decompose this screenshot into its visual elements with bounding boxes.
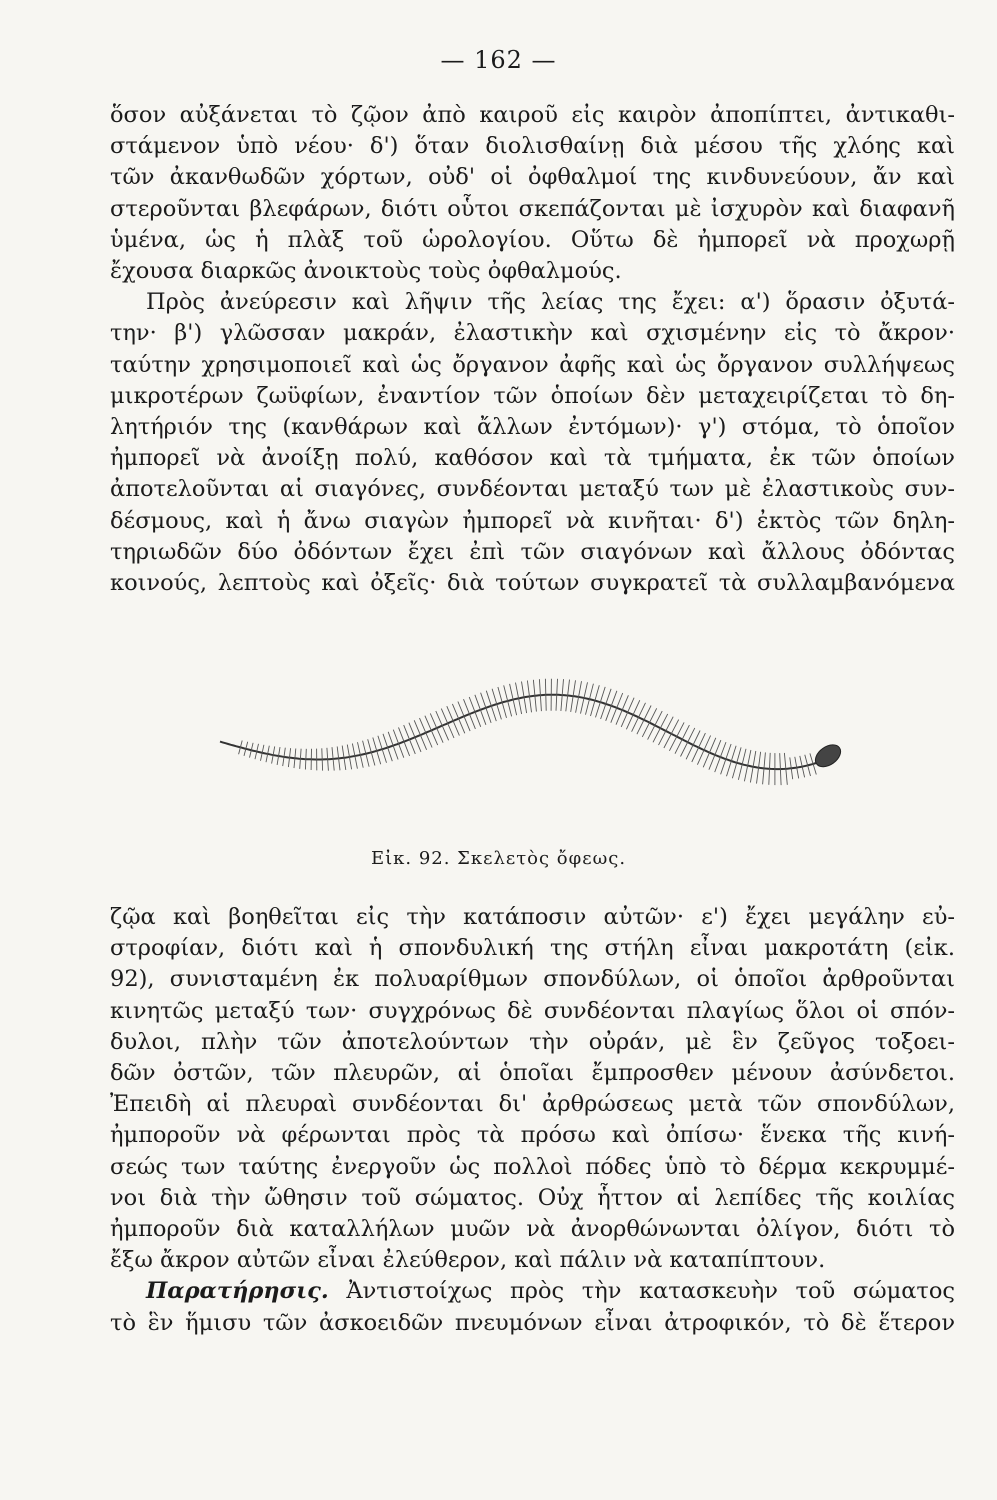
- rib-mark: [420, 718, 433, 747]
- rib-mark: [414, 720, 426, 750]
- rib-mark: [721, 744, 732, 774]
- rib-mark: [626, 700, 639, 729]
- figure-caption: Εἰκ. 92. Σκελετὸς ὄφεως.: [370, 848, 627, 869]
- rib-mark: [601, 689, 612, 719]
- rib-mark: [703, 738, 716, 768]
- rib-mark: [675, 725, 689, 754]
- text-line: τὸ ἓν ἥμισυ τῶν ἀσκοειδῶν πνευμόνων εἶναι ἀτροφικόν, τὸ δὲ ἕτερον: [110, 1309, 955, 1336]
- text-line: δέσμους, καὶ ἡ ἄνω σιαγὼν ἠμπορεῖ νὰ κινῆται· δ') ἐκτὸς τῶν δηλη-: [110, 507, 955, 534]
- rib-mark: [464, 699, 476, 729]
- rib-mark: [486, 691, 496, 721]
- text-line: δυλοι, πλὴν τῶν ἀποτελούντων τὴν οὐράν, μὲ ἓν ζεῦγος τοξοει-: [110, 1028, 955, 1055]
- rib-mark: [425, 716, 438, 745]
- rib-mark: [404, 725, 416, 754]
- text-line: ἔχουσα διαρκῶς ἀνοικτοὺς τοὺς ὀφθαλμούς.: [110, 258, 622, 285]
- rib-mark: [611, 693, 623, 723]
- rib-mark: [409, 723, 421, 752]
- rib-mark: [430, 713, 443, 742]
- text-line: ἠμπορεῖ νὰ ἀνοίξῃ πολύ, καθόσον καὶ τὰ τμήματα, ἐκ τῶν ὁποίων: [110, 445, 955, 472]
- rib-mark: [436, 711, 449, 740]
- text-line: μικροτέρων ζωϋφίων, ἐναντίον τῶν ὁποίων δὲν μεταχειρίζεται τὸ δη-: [110, 382, 955, 409]
- text-line: στροφίαν, διότι καὶ ἡ σπονδυλική της στήλη εἶναι μακροτάτη (εἰκ.: [110, 935, 955, 962]
- rib-mark: [545, 679, 546, 711]
- text-line: τηριωδῶν δύο ὀδόντων ἔχει ἐπὶ τῶν σιαγόνων καὶ ἄλλους ὀδόντας: [110, 538, 955, 565]
- rib-mark: [393, 730, 404, 758]
- rib-mark: [616, 695, 628, 724]
- text-line: δῶν ὀστῶν, τῶν πλευρῶν, αἱ ὁποῖαι ἔμπροσθεν μένουν ἀσύνδετοι.: [110, 1060, 955, 1087]
- paragraph-prey: [110, 287, 955, 599]
- observation-heading: Παρατήρησις.: [146, 1278, 329, 1305]
- rib-mark: [681, 728, 695, 757]
- text-line: Πρὸς ἀνεύρεσιν καὶ λῆψιν τῆς λείας της ἔχει: α') ὅρασιν ὀξυτά-: [146, 289, 955, 316]
- top-text-block: [110, 100, 955, 599]
- rib-mark: [632, 703, 646, 732]
- paragraph-observation: [110, 1276, 955, 1338]
- text-line: στεροῦνται βλεφάρων, διότι οὗτοι σκεπάζονται μὲ ἰσχυρὸν καὶ διαφανῆ: [110, 195, 955, 222]
- skull-mark: [811, 740, 844, 771]
- rib-mark: [669, 722, 684, 750]
- text-line: ὅσον αὐξάνεται τὸ ζῷον ἀπὸ καιροῦ εἰς καιρὸν ἀποπίπτει, ἀντικαθι-: [110, 102, 955, 128]
- text-line: [110, 1276, 955, 1307]
- rib-mark: [697, 736, 710, 765]
- snake-skeleton-drawing: [220, 679, 845, 785]
- rib-mark: [648, 711, 663, 740]
- observation-text: Ἀντιστοίχως πρὸς τὴν κατασκευὴν τοῦ σώματος: [346, 1278, 955, 1305]
- rib-mark: [469, 697, 481, 727]
- rib-mark: [441, 709, 454, 738]
- text-line: κοινούς, λεπτοὺς καὶ ὀξεῖς· διὰ τούτων συγκρατεῖ τὰ συλλαμβανόμενα: [110, 570, 955, 597]
- rib-mark: [305, 749, 306, 770]
- rib-mark: [606, 691, 617, 721]
- paragraph-spine: [110, 902, 955, 1276]
- rib-mark: [399, 727, 410, 756]
- rib-mark: [322, 748, 323, 770]
- page-number: — 162 —: [440, 46, 557, 74]
- rib-mark: [637, 706, 651, 735]
- rib-mark: [481, 693, 492, 723]
- rib-mark: [715, 742, 726, 772]
- text-line: λητήριόν της (κανθάρων καὶ ἄλλων ἐντόμων)· γ') στόμα, τὸ ὁποῖον: [110, 414, 955, 441]
- rib-mark: [621, 698, 634, 727]
- text-line: ταύτην χρησιμοποιεῖ καὶ ὡς ὄργανον ἀφῆς καὶ ὡς ὄργανον συλλήψεως: [110, 351, 955, 378]
- text-line: ἀποτελοῦνται αἱ σιαγόνες, συνδέονται μεταξύ των μὲ ἐλαστικοὺς συν-: [110, 476, 955, 503]
- rib-mark: [458, 702, 470, 732]
- text-line: στάμενον ὑπὸ νέου· δ') ὅταν διολισθαίνῃ διὰ μέσου τῆς χλόης καὶ: [110, 133, 955, 160]
- text-line: ἠμποροῦν νὰ φέρωνται πρὸς τὰ πρόσω καὶ ὀπίσω· ἕνεκα τῆς κινή-: [110, 1122, 955, 1149]
- rib-mark: [447, 706, 460, 735]
- rib-mark: [659, 717, 674, 745]
- text-line: 92), συνισταμένη ἐκ πολυαρίθμων σπονδύλων, οἱ ὁποῖοι ἀρθροῦνται: [110, 966, 955, 993]
- rib-mark: [692, 733, 706, 762]
- text-line: κινητῶς μεταξύ των· συγχρόνως δὲ συνδέονται πλαγίως ὅλοι οἱ σπόν-: [110, 997, 955, 1024]
- rib-mark: [709, 740, 721, 770]
- text-line: νοι διὰ τὴν ὤθησιν τοῦ σώματος. Οὐχ ἧττον αἱ λεπίδες τῆς κοιλίας: [110, 1184, 955, 1211]
- rib-mark: [475, 695, 486, 725]
- text-line: ὑμένα, ὡς ἡ πλὰξ τοῦ ὡρολογίου. Οὕτω δὲ ἠμπορεῖ νὰ προχωρῇ: [110, 226, 955, 253]
- bottom-text-block: [110, 902, 955, 1339]
- rib-mark: [653, 714, 668, 742]
- rib-mark: [642, 708, 656, 737]
- rib-mark: [452, 704, 464, 733]
- paragraph-continuation: [110, 100, 955, 287]
- text-line: Ἐπειδὴ αἱ πλευραὶ συνδέονται δι' ἀρθρώσεως μετὰ τῶν σπονδύλων,: [110, 1091, 955, 1118]
- text-line: σεώς των ταύτης ἐνεργοῦν ὡς πολλοὶ πόδες ὑπὸ τὸ δέρμα κεκρυμμέ-: [110, 1153, 955, 1180]
- text-line: ἠμποροῦν διὰ καταλλήλων μυῶν νὰ ἀνορθώνωνται ὀλίγον, διότι τὸ: [110, 1216, 955, 1243]
- text-line: ζῷα καὶ βοηθεῖται εἰς τὴν κατάποσιν αὐτῶν· ε') ἔχει μεγάλην εὐ-: [110, 904, 955, 930]
- text-line: ἔξω ἄκρον αὐτῶν εἶναι ἐλεύθερον, καὶ πάλιν νὰ καταπίπτουν.: [110, 1247, 826, 1274]
- text-line: τῶν ἀκανθωδῶν χόρτων, οὐδ' οἱ ὀφθαλμοί της κινδυνεύουν, ἄν καὶ: [110, 164, 955, 191]
- rib-mark: [686, 731, 700, 760]
- text-line: την· β') γλῶσσαν μακράν, ἐλαστικὴν καὶ σχισμένην εἰς τὸ ἄκρον·: [110, 320, 955, 347]
- rib-mark: [388, 732, 398, 760]
- snake-skeleton-illustration: [200, 655, 860, 820]
- rib-mark: [664, 720, 679, 748]
